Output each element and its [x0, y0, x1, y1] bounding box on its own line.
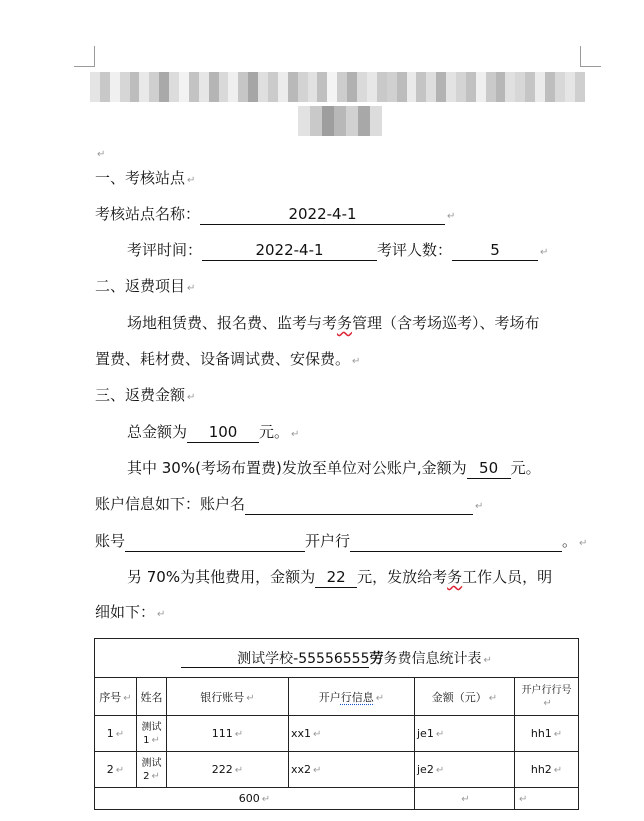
redacted-header-line1 [90, 72, 585, 102]
header-index: 序号 ↵ [95, 678, 137, 716]
table-title-row [95, 639, 579, 678]
account-name-line: 账户信息如下：账户名 ↵ [95, 495, 484, 513]
header-bank-info: 开户行信息 ↵ [289, 678, 415, 716]
exam-people-value: 5 [452, 241, 538, 261]
blur-tile [219, 72, 229, 102]
paragraph-mark-icon: ↵ [187, 175, 196, 186]
blur-tile [387, 72, 397, 102]
empty-paragraph [95, 142, 105, 165]
bank-name-value [350, 532, 562, 552]
blur-tile [565, 72, 575, 102]
blur-tile [555, 72, 565, 102]
cell-bank-number: hh2 ↵ [515, 752, 579, 788]
blur-tile [149, 72, 159, 102]
crop-mark-top-left [74, 46, 95, 67]
labor-fee-table [94, 638, 579, 810]
detail-line: 细如下： ↵ [95, 603, 166, 621]
blur-tile [525, 72, 535, 102]
cell-total-amount: ↵ [415, 788, 515, 810]
paragraph-mark-icon: ↵ [540, 247, 549, 258]
paragraph-mark-icon: ↵ [97, 149, 106, 160]
blur-tile [334, 106, 346, 136]
header-account: 银行账号 ↵ [167, 678, 289, 716]
cell-index: 1 ↵ [95, 716, 137, 752]
table-row [95, 716, 579, 752]
blur-tile [446, 72, 456, 102]
table-row [95, 752, 579, 788]
blur-tile [310, 106, 322, 136]
blur-tile [209, 72, 219, 102]
site-name-value: 2022-4-1 [200, 205, 445, 225]
blur-tile [159, 72, 169, 102]
account-number-line: 账号 开户行 。 ↵ [95, 532, 588, 550]
cell-amount: je1 ↵ [415, 716, 515, 752]
blur-tile [370, 106, 382, 136]
paragraph-mark-icon: ↵ [157, 609, 166, 620]
blur-tile [248, 72, 258, 102]
blur-tile [347, 72, 357, 102]
cell-total-bank-number: ↵ [515, 788, 579, 810]
blur-tile [238, 72, 248, 102]
paragraph-mark-icon: ↵ [475, 501, 484, 512]
paragraph-mark-icon: ↵ [291, 429, 300, 440]
blur-tile [416, 72, 426, 102]
fee-items-line1: 场地租赁费、报名费、监考与考务管理（含考场巡考）、考场布 [127, 314, 540, 332]
blur-tile [486, 72, 496, 102]
cell-bank-number: hh1 ↵ [515, 716, 579, 752]
crop-mark-top-right [580, 46, 601, 67]
blur-tile [515, 72, 525, 102]
blur-tile [298, 72, 308, 102]
exam-time-label: 考评时间： [127, 241, 203, 259]
section-1-heading: 一、考核站点 ↵ [95, 169, 196, 187]
header-bank-number: 开户行行号↵ [515, 678, 579, 716]
cell-bank-info: xx2 ↵ [289, 752, 415, 788]
blur-tile [278, 72, 288, 102]
account-number-value [125, 532, 305, 552]
exam-time-value: 2022-4-1 [202, 241, 377, 261]
account-name-value [245, 495, 473, 515]
blur-tile [268, 72, 278, 102]
table-title: 测试学校-55556555劳务费信息统计表 ↵ [95, 639, 579, 678]
paragraph-mark-icon: ↵ [187, 392, 196, 403]
blur-tile [169, 72, 179, 102]
total-amount-line: 总金额为 100 元。 ↵ [127, 423, 300, 441]
blur-tile [496, 72, 506, 102]
blur-tile [377, 72, 387, 102]
blur-tile [322, 106, 334, 136]
cell-index: 2 ↵ [95, 752, 137, 788]
site-name-line [95, 204, 455, 227]
unit-account-amount-value: 50 [467, 459, 511, 479]
blur-tile [139, 72, 149, 102]
unit-account-amount-line: 其中 30%(考场布置费)发放至单位对公账户,金额为 50 元。 [127, 459, 541, 477]
total-amount-value: 100 [187, 423, 259, 443]
school-name: 测试学校-55556555 [181, 651, 369, 668]
table-header-row [95, 678, 579, 716]
section-3-heading: 三、返费金额 ↵ [95, 386, 196, 404]
blur-tile [346, 106, 358, 136]
exam-people-label: 考评人数： [377, 241, 453, 259]
blur-tile [426, 72, 436, 102]
cell-account: 222 ↵ [167, 752, 289, 788]
staff-amount-line: 另 70%为其他费用，金额为 22 元，发放给考务工作人员，明 [127, 568, 553, 586]
blur-tile [110, 72, 120, 102]
blur-tile [466, 72, 476, 102]
cell-total: 600 ↵ [95, 788, 415, 810]
fee-items-line2: 置费、耗材费、设备调试费、安保费。 ↵ [95, 350, 361, 368]
blur-tile [357, 72, 367, 102]
blur-tile [130, 72, 140, 102]
blur-tile [476, 72, 486, 102]
cell-name: 测试2 ↵ [137, 752, 167, 788]
blur-tile [258, 72, 268, 102]
staff-amount-value: 22 [315, 568, 357, 588]
section-2-heading: 二、返费项目 ↵ [95, 277, 196, 295]
blur-tile [298, 106, 310, 136]
blur-tile [397, 72, 407, 102]
blur-tile [358, 106, 370, 136]
blur-tile [545, 72, 555, 102]
paragraph-mark-icon: ↵ [447, 211, 456, 222]
paragraph-mark-icon: ↵ [352, 356, 361, 367]
header-name: 姓名 [137, 678, 167, 716]
blur-tile [199, 72, 209, 102]
blur-tile [535, 72, 545, 102]
blur-tile [456, 72, 466, 102]
site-name-label: 考核站点名称： [95, 205, 201, 223]
cell-amount: je2 ↵ [415, 752, 515, 788]
blur-tile [120, 72, 130, 102]
paragraph-mark-icon: ↵ [187, 283, 196, 294]
blur-tile [288, 72, 298, 102]
blur-tile [228, 72, 238, 102]
cell-bank-info: xx1 ↵ [289, 716, 415, 752]
blur-tile [317, 72, 327, 102]
cell-account: 111 ↵ [167, 716, 289, 752]
blur-tile [100, 72, 110, 102]
blur-tile [505, 72, 515, 102]
exam-time-line [127, 240, 548, 263]
paragraph-mark-icon: ↵ [483, 655, 492, 666]
blur-tile [436, 72, 446, 102]
table-total-row [95, 788, 579, 810]
blur-tile [337, 72, 347, 102]
blur-tile [308, 72, 318, 102]
blur-tile [407, 72, 417, 102]
blur-tile [575, 72, 585, 102]
paragraph-mark-icon: ↵ [579, 538, 588, 549]
blur-tile [189, 72, 199, 102]
header-amount: 金额（元） ↵ [415, 678, 515, 716]
cell-name: 测试1 ↵ [137, 716, 167, 752]
blur-tile [179, 72, 189, 102]
redacted-header-line2 [298, 106, 382, 136]
blur-tile [90, 72, 100, 102]
blur-tile [327, 72, 337, 102]
blur-tile [367, 72, 377, 102]
